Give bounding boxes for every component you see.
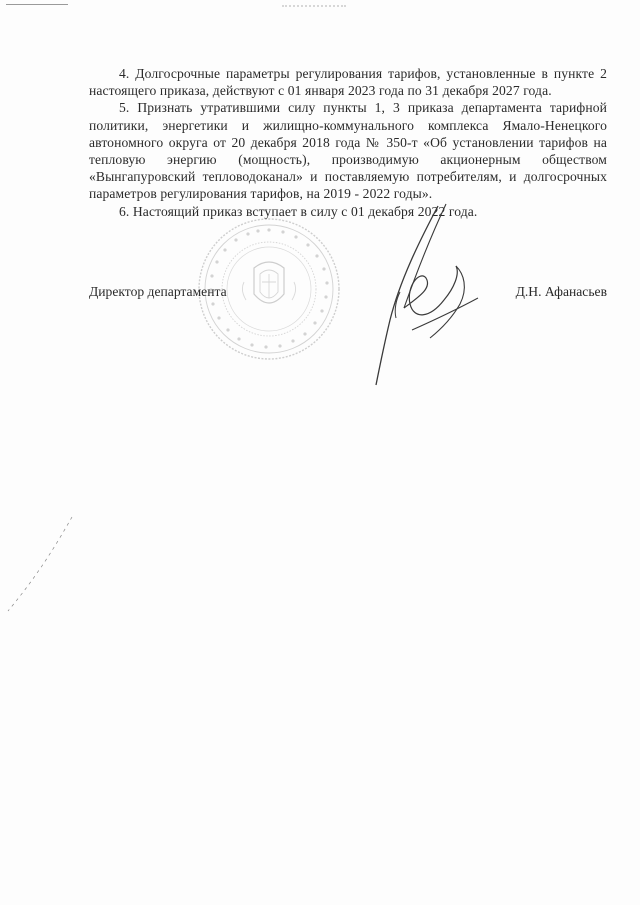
paragraph-6: 6. Настоящий приказ вступает в силу с 01 декабря 2022 года. bbox=[119, 203, 478, 219]
signatory-title: Директор департамента bbox=[89, 284, 227, 299]
paragraph-4: 4. Долгосрочные параметры регулирования тарифов, установленные в пункте 2 настоящего приказа, действуют с 01 января 2023 года по 31 декабря 2027 года. bbox=[89, 66, 607, 99]
top-rule bbox=[6, 4, 68, 5]
scan-artifact bbox=[4, 515, 76, 615]
top-scan-mark bbox=[282, 0, 346, 7]
paragraph-5: 5. Признать утратившими силу пункты 1, 3 приказа департамента тарифной политики, энергетики и жилищно-коммунального комплекса Ямало-Ненецкого автономного округа от 20 декабря 2018 года № 350-т «Об установлении тарифов на тепловую энергию (мощность), производимую акционерным обществом «Вынгапуровский тепловодоканал» и поставляемую потребителям, и долгосрочных параметров регулирования тарифов, на 2019 - 2022 годы». bbox=[89, 100, 607, 202]
signatory-name: Д.Н. Афанасьев bbox=[515, 284, 607, 299]
handwritten-signature-icon bbox=[360, 200, 490, 390]
document-body bbox=[89, 65, 607, 220]
